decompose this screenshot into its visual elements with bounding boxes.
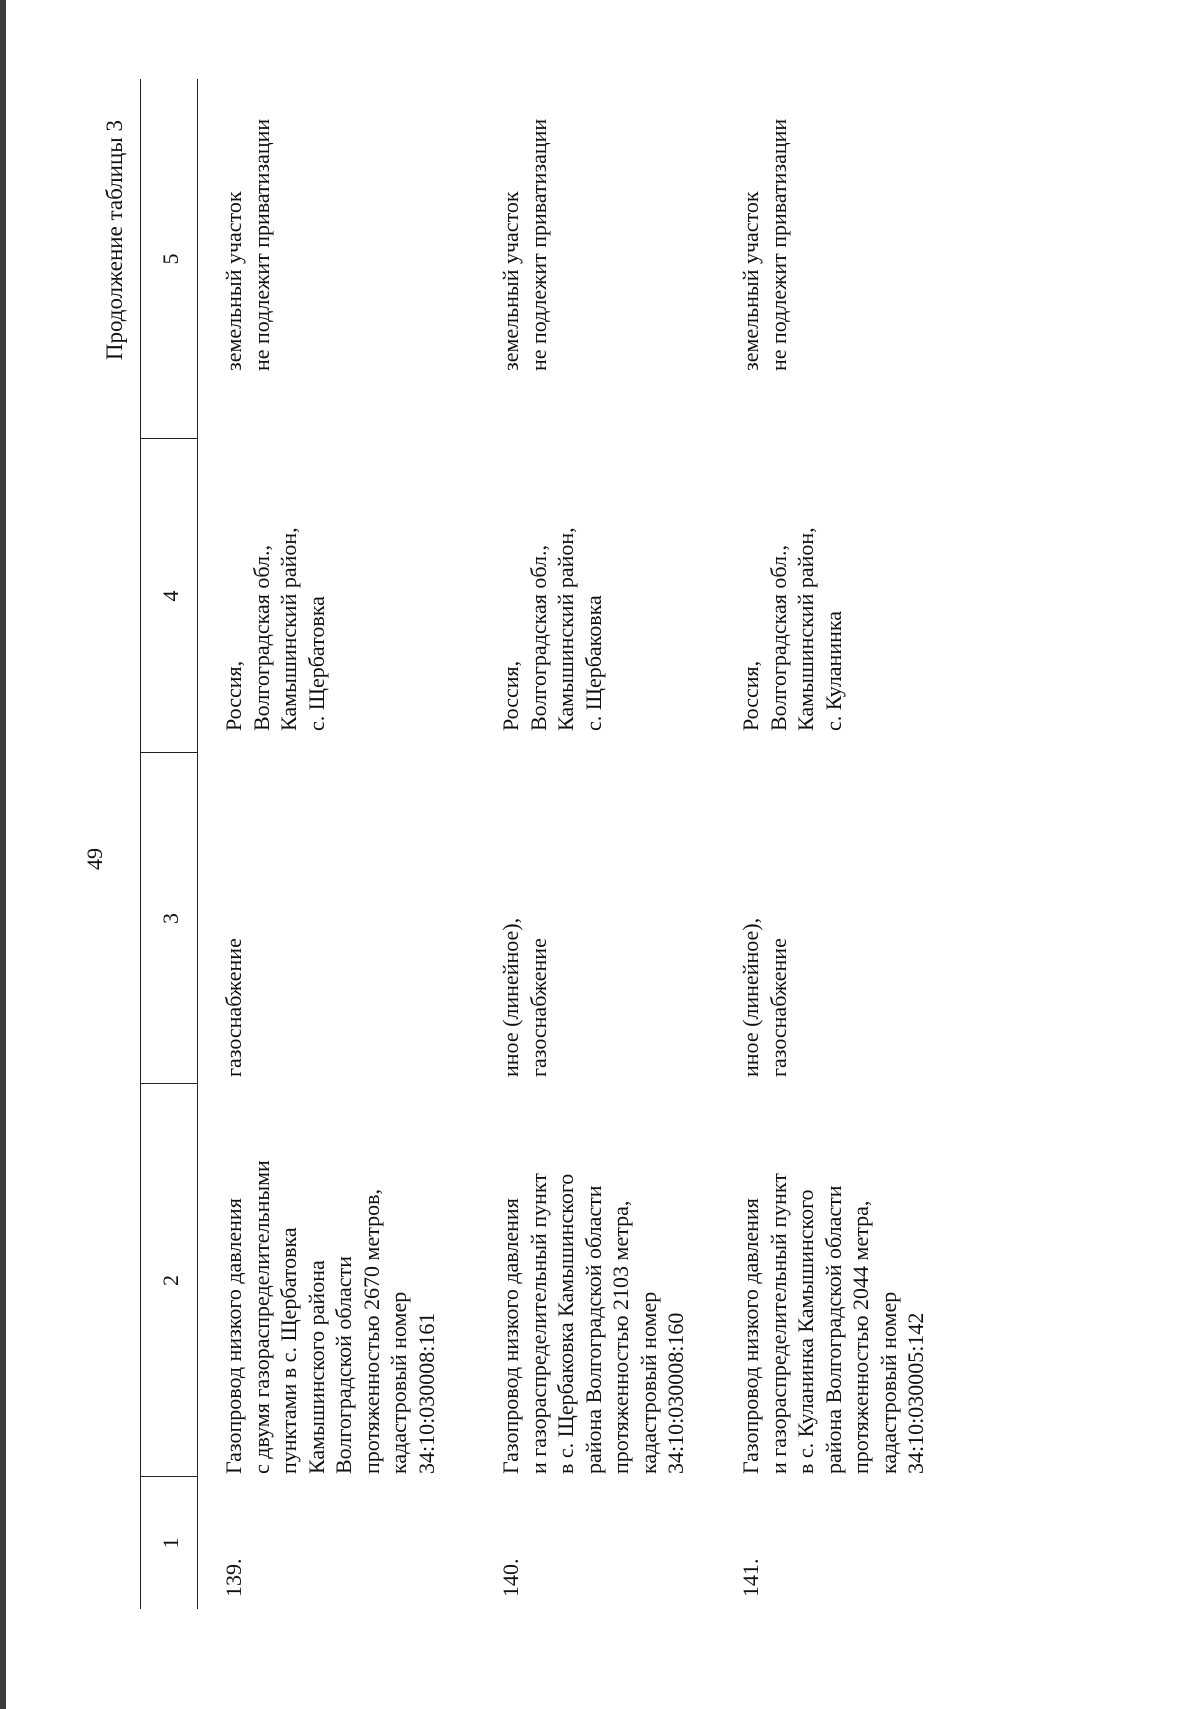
table-row-139-address: Россия, Волгоградская обл., Камышинский район, с. Щербатовка bbox=[221, 527, 329, 731]
column-header-5: 5 bbox=[158, 253, 183, 265]
column-header-1: 1 bbox=[158, 1537, 183, 1549]
table-row-139-name: Газопровод низкого давления с двумя газораспределительными пунктами в с. Щербатовка Камышинского района Волгоградской области протяженностью 2670 метров, кадастровый номер 34:10:030008:161 bbox=[221, 1160, 439, 1474]
table-row-141-note: земельный участок не подлежит приватизации bbox=[738, 118, 791, 371]
table-row-141-name: Газопровод низкого давления и газораспределительный пункт в с. Куланинка Камышинского района Волгоградской области протяженностью 2044 метра, кадастровый номер 34:10:030005:142 bbox=[738, 1173, 928, 1474]
header-bottom-border bbox=[197, 79, 198, 1609]
table-row-140-purpose: иное (линейное), газоснабжение bbox=[498, 917, 551, 1077]
table-row-139-note: земельный участок не подлежит приватизации bbox=[221, 118, 274, 371]
table-row-140-name: Газопровод низкого давления и газораспределительный пункт в с. Щербаковка Камышинского района Волгоградской области протяженностью 2103 метра, кадастровый номер 34:10:030008:160 bbox=[498, 1173, 688, 1474]
column-header-2: 2 bbox=[158, 1275, 183, 1286]
table-row-141-address: Россия, Волгоградская обл., Камышинский район, с. Куланинка bbox=[738, 527, 846, 731]
table-row-141-purpose: иное (линейное), газоснабжение bbox=[738, 917, 791, 1077]
table-caption: Продолжение таблицы 3 bbox=[102, 120, 127, 361]
table-row-139-purpose: газоснабжение bbox=[221, 938, 246, 1077]
table-row-140-number: 140. bbox=[498, 1558, 523, 1597]
table-row-140-address: Россия, Волгоградская обл., Камышинский район, с. Щербаковка bbox=[498, 527, 606, 731]
table-row-139-number: 139. bbox=[221, 1558, 246, 1597]
page-number: 49 bbox=[82, 848, 107, 870]
table-row-141-number: 141. bbox=[738, 1558, 763, 1597]
column-header-3: 3 bbox=[158, 913, 183, 924]
table-top-border bbox=[140, 79, 141, 1609]
column-header-4: 4 bbox=[158, 590, 183, 602]
data-table bbox=[140, 79, 1060, 1609]
table-row-140-note: земельный участок не подлежит приватизации bbox=[498, 118, 551, 371]
